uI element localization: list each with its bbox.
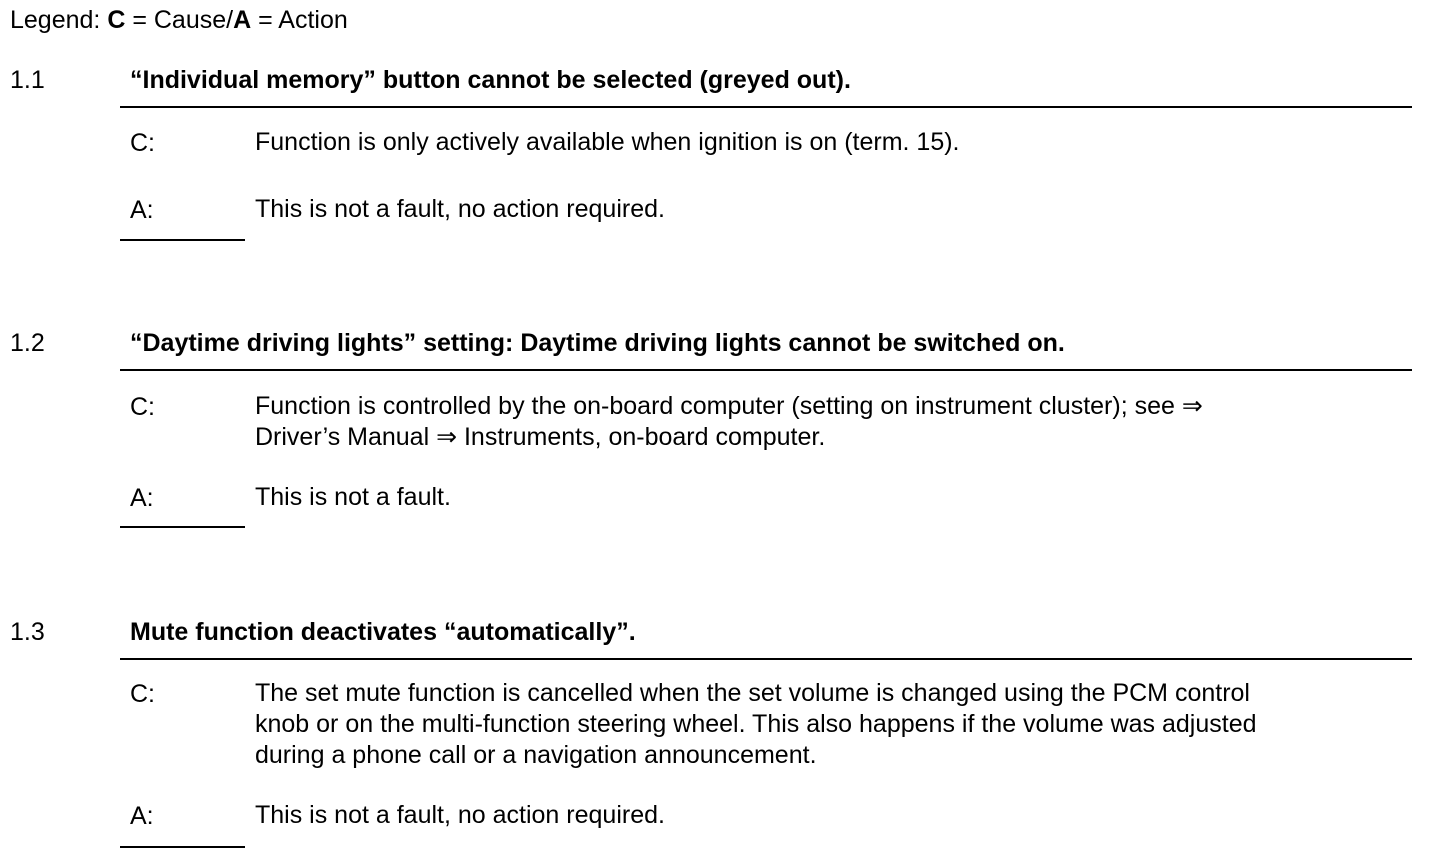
legend (10, 4, 348, 36)
cause-line: The set mute function is cancelled when the set volume is changed using the PCM control (255, 679, 1250, 707)
cause-text (255, 391, 1395, 453)
legend-a-key: A (233, 6, 252, 34)
item-title: Mute function deactivates “automatically”. (130, 618, 636, 646)
cause-line: knob or on the multi-function steering wheel. This also happens if the volume was adjusted (255, 710, 1257, 738)
cause-label: C: (130, 680, 155, 708)
legend-prefix: Legend: (10, 6, 108, 34)
action-text: This is not a fault, no action required. (255, 801, 665, 829)
action-label: A: (130, 802, 154, 830)
cause-line: Driver’s Manual ⇒ Instruments, on-board computer. (255, 423, 826, 451)
cause-line: Function is controlled by the on-board computer (setting on instrument cluster); see ⇒ (255, 392, 1203, 420)
legend-c-key: C (107, 6, 126, 34)
action-label: A: (130, 196, 154, 224)
cause-label: C: (130, 393, 155, 421)
item-title: “Daytime driving lights” setting: Daytime driving lights cannot be switched on. (130, 329, 1065, 357)
item-title: “Individual memory” button cannot be selected (greyed out). (130, 66, 851, 94)
legend-c-value: = Cause/ (125, 6, 234, 34)
action-text: This is not a fault, no action required. (255, 195, 665, 223)
item-number: 1.2 (10, 329, 45, 357)
item-number: 1.3 (10, 618, 45, 646)
legend-a-value: = Action (251, 6, 348, 34)
action-label: A: (130, 484, 154, 512)
item-number: 1.1 (10, 66, 45, 94)
action-rule (120, 239, 245, 241)
title-rule (120, 369, 1412, 371)
cause-text: Function is only actively available when ignition is on (term. 15). (255, 128, 960, 156)
action-rule (120, 846, 245, 848)
cause-label: C: (130, 129, 155, 157)
cause-line: during a phone call or a navigation announcement. (255, 741, 817, 769)
cause-text (255, 678, 1395, 771)
title-rule (120, 106, 1412, 108)
title-rule (120, 658, 1412, 660)
action-rule (120, 526, 245, 528)
action-text: This is not a fault. (255, 483, 451, 511)
